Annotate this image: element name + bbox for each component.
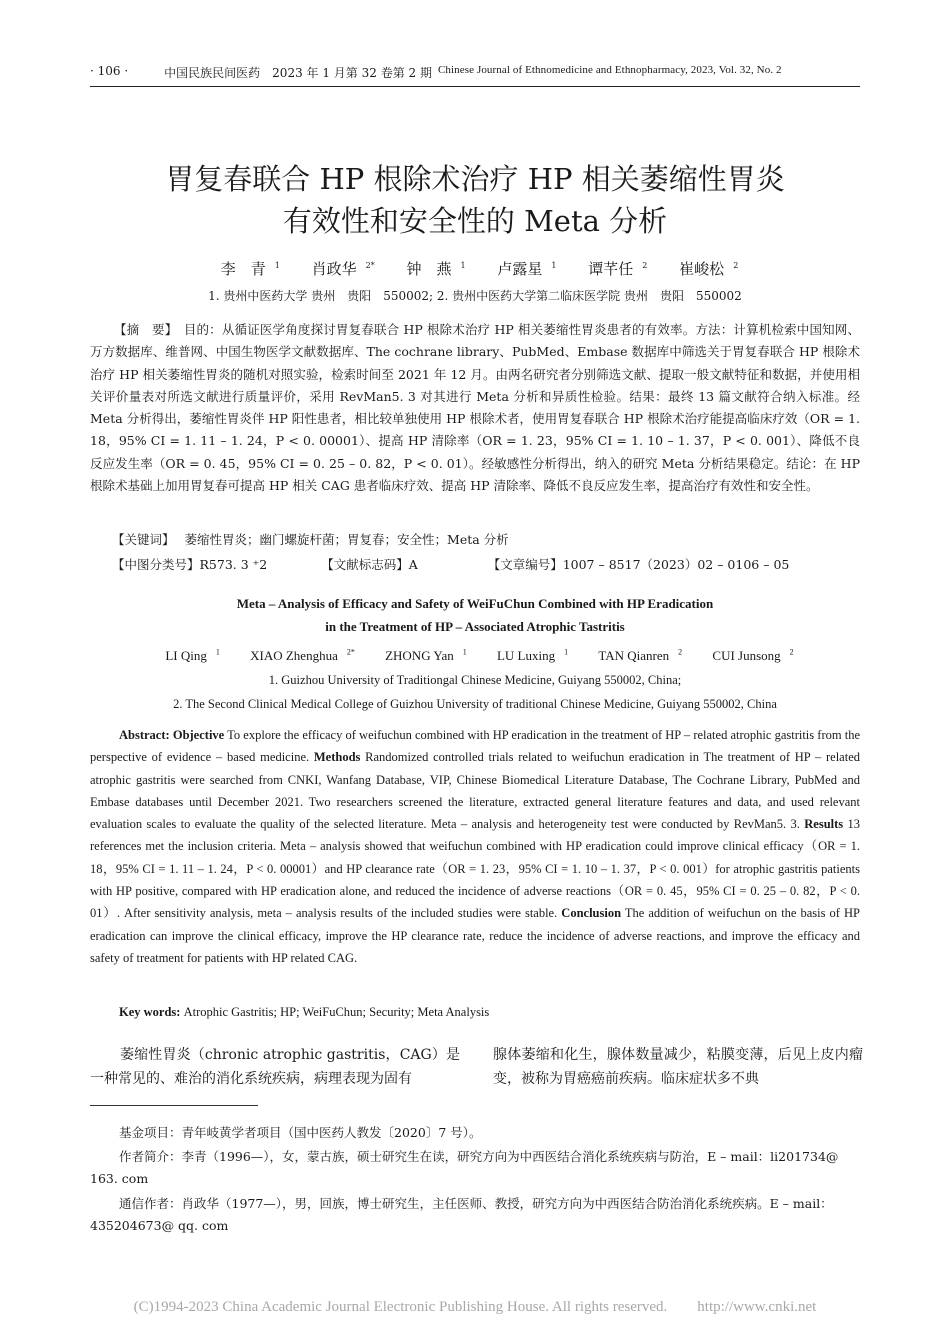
author-en: TAN Qianren $^2$ [598, 648, 683, 664]
clc-number: 【中图分类号】R573. 3 ⁺2 [112, 557, 268, 572]
author-cn: 崔峻松 $^2$ [679, 260, 739, 278]
journal-name-en: Chinese Journal of Ethnomedicine and Ethnopharmacy, 2023, Vol. 32, No. 2 [437, 64, 782, 76]
abstract-en [90, 724, 860, 969]
author-cn: 钟 燕 $^1$ [406, 260, 466, 278]
keywords-label-cn: 【关键词】 [112, 532, 175, 547]
results-text: 13 references met the inclusion criteria. Meta – analysis showed that weifuchun combined with HP eradication could improve clinical efficacy（OR = 1. 18，95% CI = 1. 11 – 1. 24，P < 0. 00001）and HP clearance rate（OR = 1. 23，95% CI = 1. 10 – 1. 37，P < 0. 001）for atrophic gastritis patients with HP positive, compared with HP eradication alone, and reduced the incidence of adverse reactions（OR = 0. 45，95% CI = 0. 25 – 0. 82，P < 0. 01）. After sensitivity analysis, meta – analysis results of the included studies were stable. [90, 817, 860, 921]
author-en: LI Qing $^1$ [165, 648, 220, 664]
author-cn: 李 青 $^1$ [220, 260, 280, 278]
title-en-line-1: Meta – Analysis of Efficacy and Safety of WeiFuChun Combined with HP Eradication [236, 596, 714, 611]
affiliation-en-1: 1. Guizhou University of Traditiongal Chinese Medicine, Guiyang 550002, China; [268, 673, 682, 687]
results-label: Results [804, 817, 844, 832]
header-rule [90, 86, 860, 87]
abstract-label-en: Abstract: [119, 728, 170, 742]
keywords-text-cn: 萎缩性胃炎；幽门螺旋杆菌；胃复春；安全性；Meta 分析 [184, 532, 509, 547]
footnote-author: 作者简介：李青（1996—），女，蒙古族，硕士研究生在读，研究方向为中西医结合消化系统疾病与防治，E – mail：li201734@ 163. com [90, 1149, 839, 1186]
body-column-left: 萎缩性胃炎（chronic atrophic gastritis，CAG）是一种常见的、难治的消化系统疾病，病理表现为固有 [90, 1047, 460, 1087]
body-column-right: 腺体萎缩和化生，腺体数量减少，粘膜变薄，后见上皮内瘤变，被称为胃癌癌前疾病。临床症状多不典 [493, 1047, 863, 1087]
methods-text: Randomized controlled trials related to weifuchun eradication in The treatment of HP – related atrophic gastritis were searched from CNKI, Wanfang Database, VIP, Chinese Biomedical Literature Database, The Cochrane Library, PubMed and Embase databases until December 2021. Two researchers screened the literature, extracted general literature features and data, and used relevant evaluation scales to evaluate the quality of the selected literature. Meta – analysis and heterogeneity test were conducted by RevMan5. 3. [90, 750, 861, 832]
methods-label: Methods [313, 750, 361, 765]
affiliation-en-2: 2. The Second Clinical Medical College of Guizhou University of traditional Chinese Medicine, Guiyang 550002, China [173, 697, 777, 711]
affiliation-cn: 1. 贵州中医药大学 贵州 贵阳 550002; 2. 贵州中医药大学第二临床医学院 贵州 贵阳 550002 [208, 289, 742, 303]
document-code: 【文献标志码】A [321, 557, 418, 572]
paper-title-en [90, 592, 860, 638]
author-cn: 卢露星 $^1$ [497, 260, 557, 278]
title-line-2: 有效性和安全性的 Meta 分析 [282, 204, 668, 238]
page-number: · 106 · [90, 64, 129, 78]
classification-row [112, 555, 799, 573]
abstract-cn [90, 319, 860, 497]
running-header [90, 64, 860, 81]
footnote-corresponding: 通信作者：肖政华（1977—），男，回族，博士研究生，主任医师、教授，研究方向为中西医结合防治消化系统疾病。E – mail：435204673@ qq. com [90, 1196, 833, 1233]
journal-name-cn: 中国民族民间医药 2023 年 1 月第 32 卷第 2 期 [164, 66, 432, 80]
conclusion-label: Conclusion [561, 906, 622, 921]
abstract-label-cn: 【摘 要】 [114, 322, 172, 337]
keywords-cn [112, 530, 519, 548]
footnote-rule [90, 1105, 258, 1106]
conclusion-text: The addition of weifuchun on the basis of HP eradication can improve the clinical efficacy, improve the HP clearance rate, reduce the incidence of adverse reactions, and improve the efficacy and safety of treatment for patients with HP related CAG. [90, 906, 860, 965]
objective-text: To explore the efficacy of weifuchun combined with HP eradication in the treatment of HP – related atrophic gastritis from the perspective of evidence – based medicine. [90, 728, 861, 765]
author-en: CUI Junsong $^2$ [712, 648, 794, 664]
author-cn: 肖政华 $^{2*}$ [311, 260, 375, 278]
author-list-cn [90, 258, 860, 279]
author-en: LU Luxing $^1$ [496, 648, 569, 664]
author-cn: 谭芊任 $^2$ [588, 260, 648, 278]
keywords-label-en: Key words: [119, 1005, 181, 1019]
objective-label: Objective [172, 728, 225, 742]
title-line-1: 胃复春联合 HP 根除术治疗 HP 相关萎缩性胃炎 [165, 162, 785, 196]
paper-title [90, 158, 860, 242]
author-list-en [90, 648, 860, 664]
article-number: 【文章编号】1007 – 8517（2023）02 – 0106 – 05 [487, 557, 790, 572]
author-en: ZHONG Yan $^1$ [385, 648, 467, 664]
author-en: XIAO Zhenghua $^{2*}$ [250, 648, 355, 664]
title-en-line-2: in the Treatment of HP – Associated Atrophic Tastritis [325, 619, 625, 634]
keywords-en [119, 1005, 489, 1020]
copyright-watermark: (C)1994-2023 China Academic Journal Electronic Publishing House. All rights reserved. http://www.cnki.net [133, 1299, 817, 1315]
keywords-text-en: Atrophic Gastritis; HP; WeiFuChun; Security; Meta Analysis [183, 1005, 490, 1019]
abstract-text-cn: 目的：从循证医学角度探讨胃复春联合 HP 根除术治疗 HP 相关萎缩性胃炎患者的有效率。方法：计算机检索中国知网、万方数据库、维普网、中国生物医学文献数据库、The cochrane library、PubMed、Embase 数据库中筛选关于胃复春联合 HP 根除术治疗 HP 相关萎缩性胃炎的随机对照实验，检索时间至 2021 年 12 月。由两名研究者分别筛选文献、提取一般文献特征和数据，并使用相关评价量表对所选文献进行质量评价，采用 RevMan5. 3 对其进行 Meta 分析和异质性检验。结果：最终 13 篇文献符合纳入标准。经 Meta 分析得出，萎缩性胃炎伴 HP 阳性患者，相比较单独使用 HP 根除术者，使用胃复春联合 HP 根除术治疗能提高临床疗效（OR = 1. 18，95% CI = 1. 11 – 1. 24，P < 0. 00001）、提高 HP 清除率（OR = 1. 23，95% CI = 1. 10 – 1. 37，P < 0. 001）、降低不良反应发生率（OR = 0. 45，95% CI = 0. 25 – 0. 82，P < 0. 01）。经敏感性分析得出，纳入的研究 Meta 分析结果稳定。结论：在 HP 根除术基础上加用胃复春可提高 HP 相关 CAG 患者临床疗效、提高 HP 清除率、降低不良反应发生率，提高治疗有效性和安全性。 [90, 322, 860, 494]
footnote-fund: 基金项目：青年岐黄学者项目（国中医药人教发〔2020〕7 号）。 [119, 1125, 482, 1140]
